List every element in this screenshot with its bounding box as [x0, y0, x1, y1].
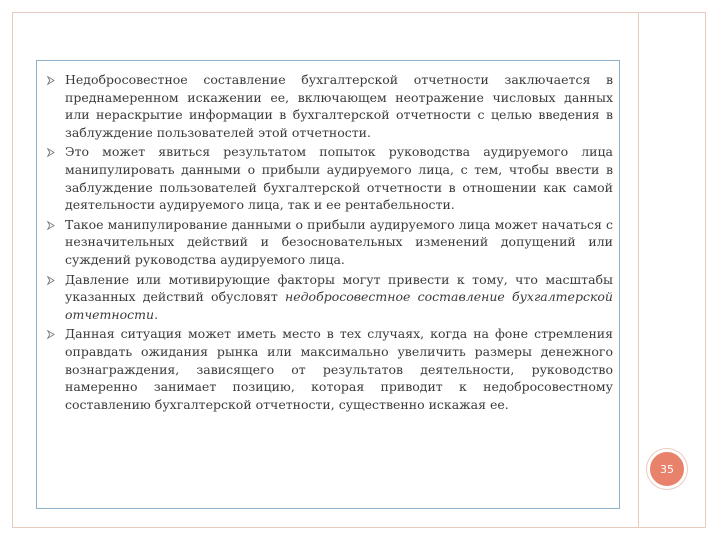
- bullet-text: Данная ситуация может иметь место в тех случаях, когда на фоне стремления оправдать ожидания рынка или максимально увеличить размеры денежного вознаграждения, зависящего от результатов деятельности, руководство намеренно занимает позицию, которая приводит к недобросовестному составлению бухгалтерской отчетности, существенно искажая ее.: [65, 326, 613, 412]
- page-number: 35: [660, 462, 674, 476]
- bullet-list: [47, 71, 613, 415]
- bullet-text: Давление или мотивирующие факторы могут привести к тому, что масштабы указанных действий обусловят: [65, 271, 613, 305]
- content-box: [36, 60, 620, 509]
- bullet-emphasis: недобросовестное составление бухгалтерской отчетности: [65, 289, 613, 322]
- arrow-outline-icon: [47, 221, 55, 230]
- bullet-text: Это может явиться результатом попыток руководства аудируемого лица манипулировать данными о прибыли аудируемого лица, с тем, чтобы ввести в заблуждение пользователей бухгалтерской отчетности в отношении как самой деятельности аудируемого лица, так и ее рентабельности.: [65, 144, 613, 213]
- arrow-outline-icon: [47, 76, 55, 85]
- arrow-outline-icon: [47, 148, 55, 157]
- frame-divider: [638, 12, 639, 528]
- bullet-text: Недобросовестное составление бухгалтерской отчетности заключается в преднамеренном искажении ее, включающем неотражение числовых данных или нераскрытие информации в бухгалтерской отчетности с целью введения в заблуждение пользователей этой отчетности.: [65, 72, 613, 140]
- list-item: [47, 325, 613, 413]
- page-number-badge: [647, 449, 687, 489]
- list-item: [47, 71, 613, 141]
- arrow-outline-icon: [47, 330, 55, 339]
- list-item: [47, 143, 613, 213]
- bullet-text-end: .: [154, 306, 159, 322]
- list-item: [47, 271, 613, 324]
- bullet-text: Такое манипулирование данными о прибыли аудируемого лица может начаться с незначительных действий и безосновательных изменений допущений или суждений руководства аудируемого лица.: [65, 216, 613, 267]
- list-item: [47, 216, 613, 269]
- arrow-outline-icon: [47, 276, 55, 285]
